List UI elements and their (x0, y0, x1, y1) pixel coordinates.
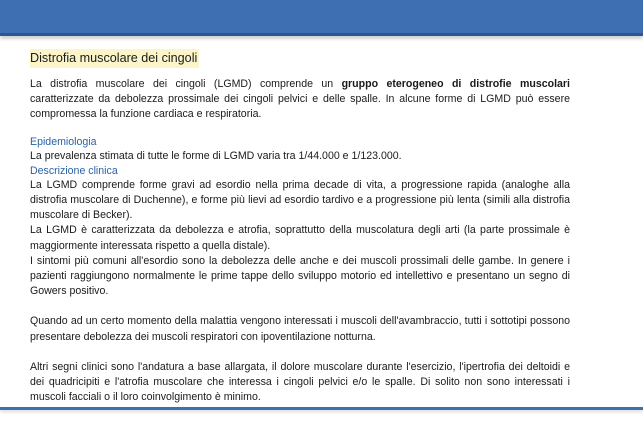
epidemiology-text: La prevalenza stimata di tutte le forme di LGMD varia tra 1/44.000 e 1/123.000. (30, 149, 402, 162)
clinical-paragraph-2: La LGMD è caratterizzata da debolezza e atrofia, soprattutto della muscolatura degli arti (la parte prossimale è maggiormente interessata rispetto a quella distale). (30, 224, 570, 252)
intro-text: La distrofia muscolare dei cingoli (LGMD) comprende un (30, 78, 342, 90)
intro-bold-text: gruppo eterogeneo di distrofie muscolari (341, 78, 570, 90)
footer-divider (0, 407, 643, 410)
page-title: Distrofia muscolare dei cingoli (30, 49, 199, 68)
clinical-paragraph-4: Quando ad un certo momento della malattia vengono interessati i muscoli dell'avambraccio, tutti i sottotipi possono presentare debolezza dei muscoli respiratori con ipoventilazione notturna. (30, 315, 570, 343)
clinical-paragraph-3: I sintomi più comuni all'esordio sono la debolezza delle anche e dei muscoli prossimali delle gambe. In genere i pazienti raggiungono normalmente le prime tappe dello sviluppo motorio ed intellettivo e presentano un segno di Gowers positivo. (30, 254, 570, 298)
clinical-paragraph-1: La LGMD comprende forme gravi ad esordio nella prima decade di vita, a progressione rapida (analoghe alla distrofia muscolare di Duchenne), e forme più lievi ad esordio tardivo e a progressione più lenta (simili alla distrofia muscolare di Becker). (30, 178, 570, 222)
header-bar (0, 0, 643, 36)
intro-paragraph (30, 77, 570, 123)
epidemiology-heading: Epidemiologia (30, 135, 97, 148)
intro-text-end: caratterizzate da debolezza prossimale dei cingoli pelvici e delle spalle. In alcune forme di LGMD può essere compromessa la funzione cardiaca e respiratoria. (30, 93, 570, 121)
article (30, 49, 570, 405)
clinical-paragraph-5: Altri segni clinici sono l'andatura a base allargata, il dolore muscolare durante l'esercizio, l'ipertrofia dei deltoidi e dei quadricipiti e l'atrofia muscolare che interessa i cingoli pelvici e/o le spalle. Di solito non sono interessati i muscoli facciali o il loro coinvolgimento è minimo. (30, 360, 570, 404)
clinical-heading: Descrizione clinica (30, 164, 118, 177)
